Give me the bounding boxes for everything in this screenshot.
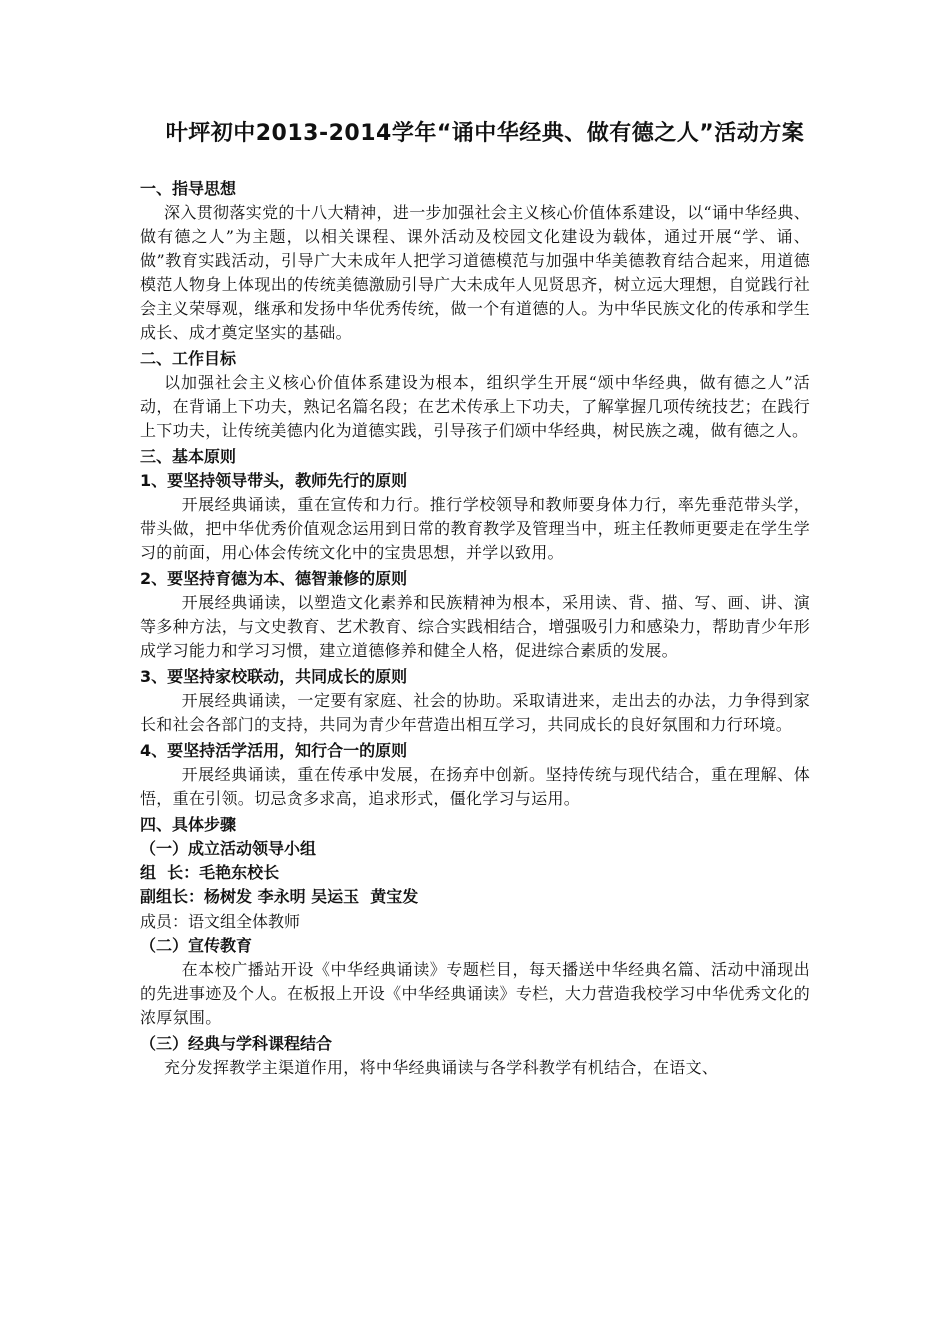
section-heading-guiding-ideology: 一、指导思想 bbox=[140, 179, 237, 198]
step-paragraph-2: 在本校广播站开设《中华经典诵读》专题栏目，每天播送中华经典名篇、活动中涌现出的先进事迹及个人。在板报上开设《中华经典诵读》专栏，大力营造我校学习中华优秀文化的浓厚氛围。 bbox=[140, 960, 810, 1027]
step-heading-3: （三）经典与学科课程结合 bbox=[140, 1034, 333, 1053]
principle-paragraph-4: 开展经典诵读，重在传承中发展，在扬弃中创新。坚持传统与现代结合，重在理解、体悟，重在引领。切忌贪多求高，追求形式，僵化学习与运用。 bbox=[140, 765, 810, 808]
section-heading-basic-principles: 三、基本原则 bbox=[140, 447, 237, 466]
principle-heading-3: 3、要坚持家校联动，共同成长的原则 bbox=[140, 667, 408, 686]
principle-heading-4: 4、要坚持活学活用，知行合一的原则 bbox=[140, 741, 408, 760]
step-paragraph-3: 充分发挥教学主渠道作用，将中华经典诵读与各学科教学有机结合，在语文、 bbox=[164, 1058, 719, 1077]
principle-paragraph-2: 开展经典诵读，以塑造文化素养和民族精神为根本，采用读、背、描、写、画、讲、演等多种方法，与文史教育、艺术教育、综合实践相结合，增强吸引力和感染力，帮助青少年形成学习能力和学习习惯，建立道德修养和健全人格，促进综合素质的发展。 bbox=[140, 593, 810, 660]
paragraph-guiding-ideology: 深入贯彻落实党的十八大精神，进一步加强社会主义核心价值体系建设，以“诵中华经典、做有德之人”为主题，以相关课程、课外活动及校园文化建设为载体，通过开展“学、诵、做”教育实践活动，引导广大未成年人把学习道德模范与加强中华美德教育结合起来，用道德模范人物身上体现出的传统美德激励引导广大未成年人见贤思齐，树立远大理想，自觉践行社会主义荣辱观，继承和发扬中华优秀传统，做一个有道德的人。为中华民族文化的传承和学生成长、成才奠定坚实的基础。 bbox=[140, 203, 810, 342]
principle-paragraph-3: 开展经典诵读，一定要有家庭、社会的协助。采取请进来，走出去的办法，力争得到家长和社会各部门的支持，共同为青少年营造出相互学习，共同成长的良好氛围和力行环境。 bbox=[140, 691, 810, 734]
document-title: 叶坪初中2013-2014学年“诵中华经典、做有德之人”活动方案 bbox=[165, 121, 805, 146]
principle-paragraph-1: 开展经典诵读，重在宣传和力行。推行学校领导和教师要身体力行，率先垂范带头学，带头做，把中华优秀价值观念运用到日常的教育教学及管理当中，班主任教师更要走在学生学习的前面，用心体会传统文化中的宝贵思想，并学以致用。 bbox=[140, 495, 810, 562]
step-heading-2: （二）宣传教育 bbox=[140, 936, 253, 955]
principle-heading-1: 1、要坚持领导带头，教师先行的原则 bbox=[140, 471, 408, 490]
paragraph-work-goals: 以加强社会主义核心价值体系建设为根本，组织学生开展“颂中华经典，做有德之人”活动，在背诵上下功夫，熟记名篇名段；在艺术传承上下功夫，了解掌握几项传统技艺；在践行上下功夫，让传统美德内化为道德实践，引导孩子们颂中华经典，树民族之魂，做有德之人。 bbox=[140, 373, 810, 440]
principle-heading-2: 2、要坚持育德为本、德智兼修的原则 bbox=[140, 569, 408, 588]
team-leader-line: 组 长：毛艳东校长 bbox=[140, 863, 280, 882]
team-members-line: 成员：语文组全体教师 bbox=[140, 912, 301, 931]
step-heading-1: （一）成立活动领导小组 bbox=[140, 839, 317, 858]
section-heading-specific-steps: 四、具体步骤 bbox=[140, 815, 237, 834]
section-heading-work-goals: 二、工作目标 bbox=[140, 349, 237, 368]
team-deputy-line: 副组长：杨树发 李永明 吴运玉 黄宝发 bbox=[140, 887, 419, 906]
